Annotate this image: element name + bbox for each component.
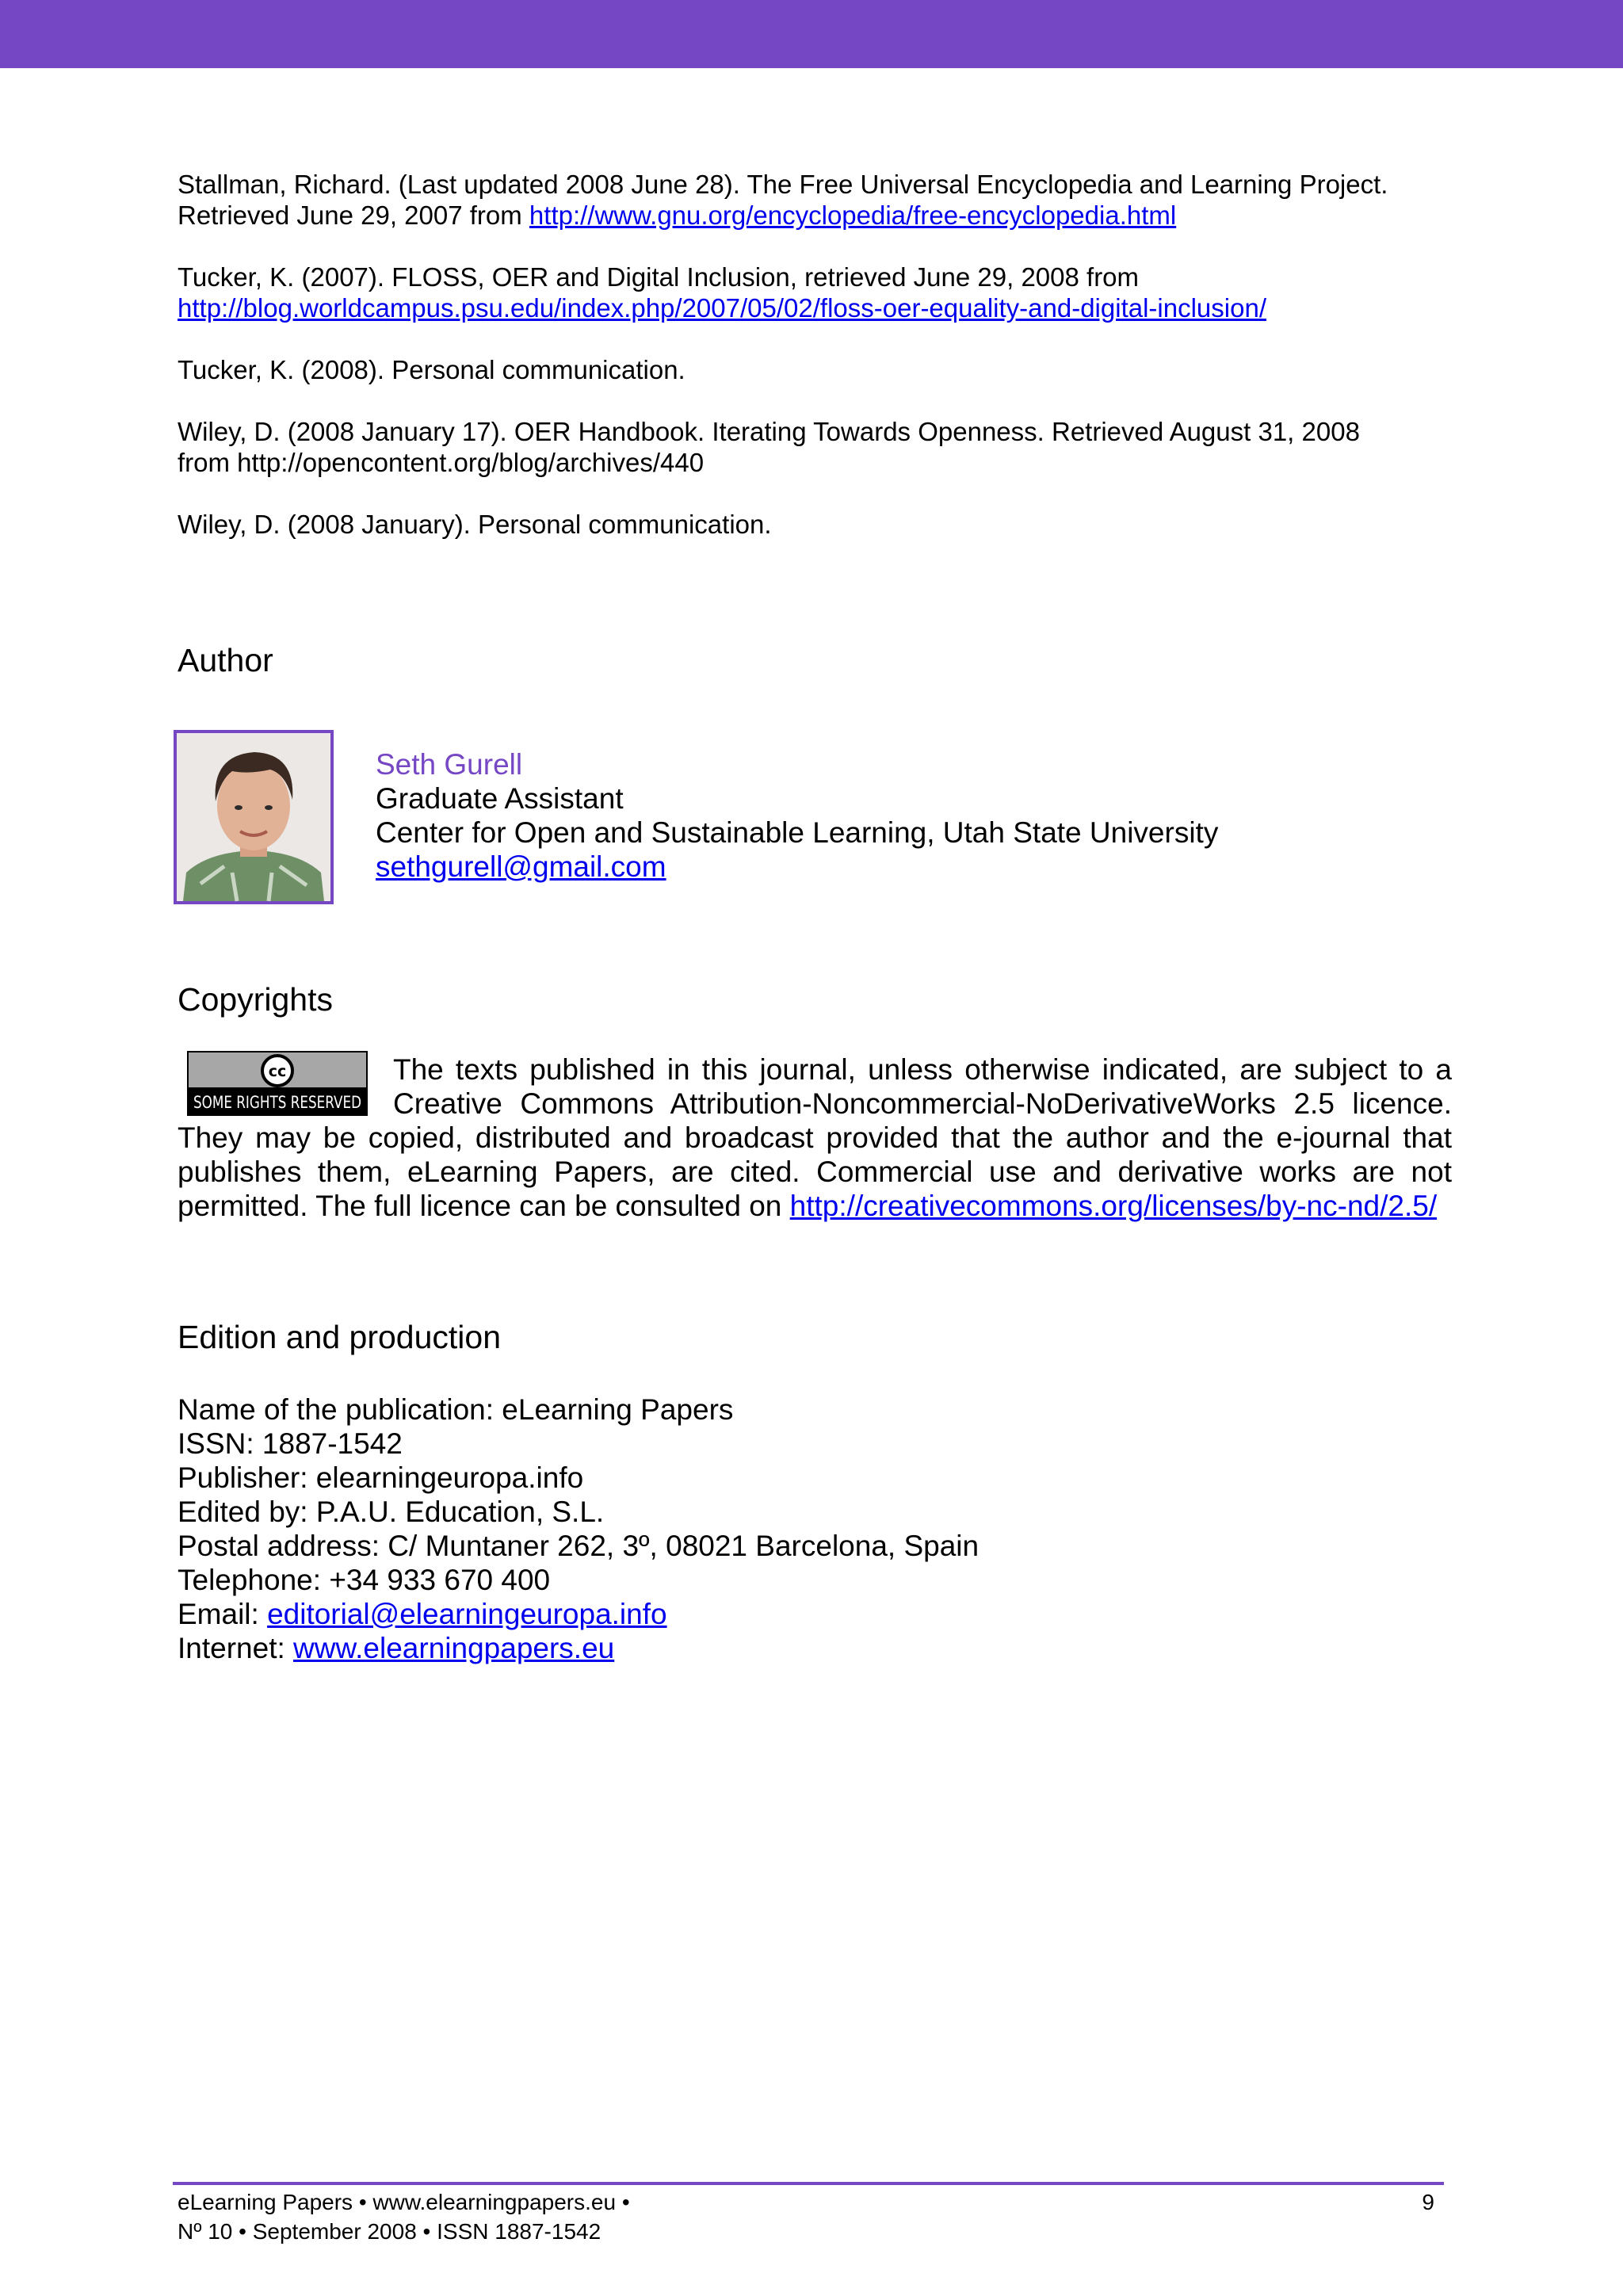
telephone: Telephone: +34 933 670 400 xyxy=(178,1564,551,1596)
author-info xyxy=(376,747,1218,884)
reference-stallman-link[interactable]: http://www.gnu.org/encyclopedia/free-encyclopedia.html xyxy=(529,201,1177,230)
publication-name: Name of the publication: eLearning Papers xyxy=(178,1393,734,1426)
email-row: Email: editorial@elearningeuropa.info xyxy=(178,1598,667,1630)
author-email-link[interactable]: sethgurell@gmail.com xyxy=(376,850,666,883)
website-link[interactable]: www.elearningpapers.eu xyxy=(293,1632,615,1664)
edition-details xyxy=(178,1392,979,1665)
licence-url-link[interactable]: http://creativecommons.org/licenses/by-nc-nd/2.5/ xyxy=(789,1190,1438,1222)
licence-name: Creative Commons Attribution-Noncommercial-NoDerivativeWorks 2.5 licence xyxy=(393,1087,1444,1120)
internet-row: Internet: www.elearningpapers.eu xyxy=(178,1632,615,1664)
footer-line-2: Nº 10 • September 2008 • ISSN 1887-1542 xyxy=(178,2219,601,2244)
footer-divider xyxy=(173,2182,1444,2185)
creative-commons-icon xyxy=(189,1052,366,1114)
copyrights-heading: Copyrights xyxy=(178,981,333,1018)
author-photo xyxy=(174,730,334,904)
editorial-email-link[interactable]: editorial@elearningeuropa.info xyxy=(267,1598,667,1630)
author-portrait-image xyxy=(177,733,330,901)
author-heading: Author xyxy=(178,642,273,678)
edition-heading: Edition and production xyxy=(178,1319,502,1355)
reference-tucker-2008: Tucker, K. (2008). Personal communication. xyxy=(178,355,685,384)
svg-text:cc: cc xyxy=(268,1063,287,1080)
edited-by: Edited by: P.A.U. Education, S.L. xyxy=(178,1496,605,1528)
footer-line-1: eLearning Papers • www.elearningpapers.eu • xyxy=(178,2190,630,2214)
author-affiliation: Center for Open and Sustainable Learning, Utah State University xyxy=(376,816,1219,849)
page-number: 9 xyxy=(1422,2190,1434,2214)
reference-tucker-2007: Tucker, K. (2007). FLOSS, OER and Digital Inclusion, retrieved June 29, 2008 from http://blog.worldcampus.psu.edu/index.php/2007/05/02/floss-oer-equality-and-digital-inclusion/ xyxy=(178,262,1266,323)
postal-address: Postal address: C/ Muntaner 262, 3º, 08021 Barcelona, Spain xyxy=(178,1530,980,1562)
publisher: Publisher: elearningeuropa.info xyxy=(178,1461,584,1494)
author-name: Seth Gurell xyxy=(376,748,523,781)
author-role: Graduate Assistant xyxy=(376,782,624,815)
header-band xyxy=(0,0,1623,68)
svg-text:SOME RIGHTS RESERVED: SOME RIGHTS RESERVED xyxy=(193,1093,361,1112)
reference-tucker-link[interactable]: http://blog.worldcampus.psu.edu/index.php/2007/05/02/floss-oer-equality-and-digital-inclusion/ xyxy=(178,293,1266,323)
copyright-notice: The texts published in this journal, unless otherwise indicated, are subject to a Creative Commons Attribution-Noncommercial-NoDerivativeWorks 2.5 licence. They may be copied, distributed and broadcast provided that the author and the e-journal that publishes them, eLearning Papers, are cited. Commercial use and derivative works are not permitted. The full licence can be consulted on http://creativecommons.org/licenses/by-nc-nd/2.5/ xyxy=(178,1053,1452,1222)
reference-wiley-communication: Wiley, D. (2008 January). Personal communication. xyxy=(178,510,772,539)
reference-wiley-handbook: Wiley, D. (2008 January 17). OER Handbook. Iterating Towards Openness. Retrieved August 31, 2008 from http://opencontent.org/blog/archives/440 xyxy=(178,417,1360,477)
cc-license-badge[interactable] xyxy=(187,1051,368,1116)
issn: ISSN: 1887-1542 xyxy=(178,1427,403,1460)
reference-stallman: Stallman, Richard. (Last updated 2008 June 28). The Free Universal Encyclopedia and Learning Project. Retrieved June 29, 2007 from http://www.gnu.org/encyclopedia/free-encyclopedia.html xyxy=(178,170,1388,230)
